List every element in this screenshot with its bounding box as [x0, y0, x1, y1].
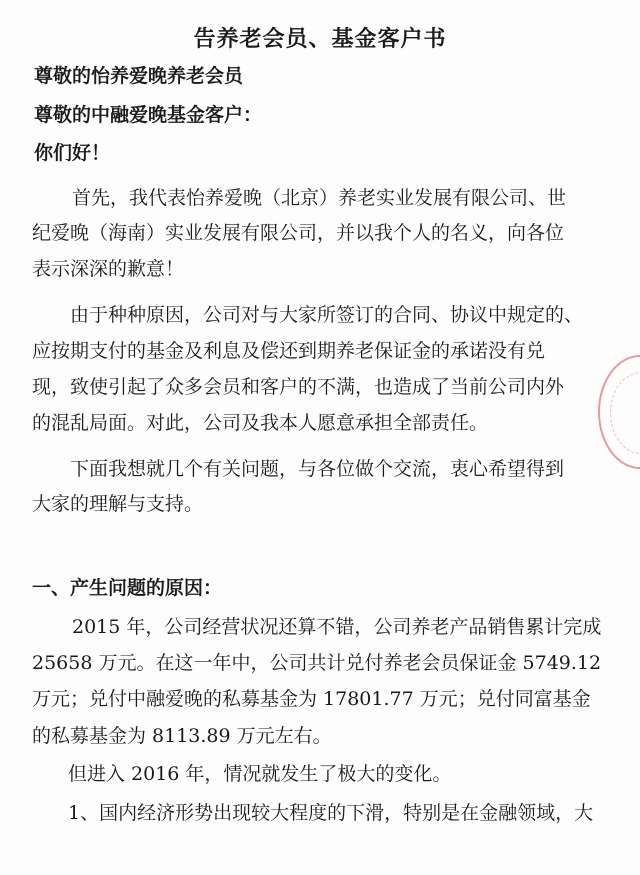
- paragraph2-line2: 应按期支付的基金及利息及偿还到期养老保证金的承诺没有兑: [32, 340, 546, 362]
- paragraph2-line1: 由于种种原因，公司对与大家所签订的合同、协议中规定的、: [70, 304, 584, 326]
- paragraph2-line3: 现，致使引起了众多会员和客户的不满，也造成了当前公司内外: [32, 376, 565, 398]
- paragraph1-line2: 纪爱晚（海南）实业发展有限公司，并以我个人的名义，向各位: [32, 222, 565, 244]
- paragraph4-line4: 的私募基金为 8113.89 万元左右。: [32, 725, 332, 747]
- paragraph6-line1: 1、国内经济形势出现较大程度的下滑，特别是在金融领域，大: [68, 802, 594, 824]
- greeting: 你们好！: [34, 142, 111, 164]
- paragraph4-line3: 万元；兑付中融爱晚的私募基金为 17801.77 万元；兑付同富基金: [32, 688, 591, 710]
- paragraph1-line1: 首先，我代表怡养爱晚（北京）养老实业发展有限公司、世: [72, 187, 567, 209]
- paragraph4-line2: 25658 万元。在这一年中，公司共计兑付养老会员保证金 5749.12: [32, 652, 602, 674]
- paragraph2-line4: 的混乱局面。对此，公司及我本人愿意承担全部责任。: [32, 412, 489, 434]
- paragraph4-line1: 2015 年，公司经营状况还算不错，公司养老产品销售累计完成: [72, 616, 602, 638]
- section1-heading: 一、产生问题的原因：: [32, 577, 223, 599]
- paragraph3-line1: 下面我想就几个有关问题，与各位做个交流，衷心希望得到: [70, 458, 565, 480]
- salutation-clients: 尊敬的中融爱晚基金客户：: [34, 104, 263, 126]
- salutation-members: 尊敬的怡养爱晚养老会员: [34, 65, 244, 87]
- document-title: 告养老会员、基金客户书: [193, 26, 447, 52]
- paragraph3-line2: 大家的理解与支持。: [32, 493, 204, 515]
- paragraph1-line3: 表示深深的歉意！: [32, 258, 185, 280]
- paragraph5: 但进入 2016 年，情况就发生了极大的变化。: [68, 763, 452, 785]
